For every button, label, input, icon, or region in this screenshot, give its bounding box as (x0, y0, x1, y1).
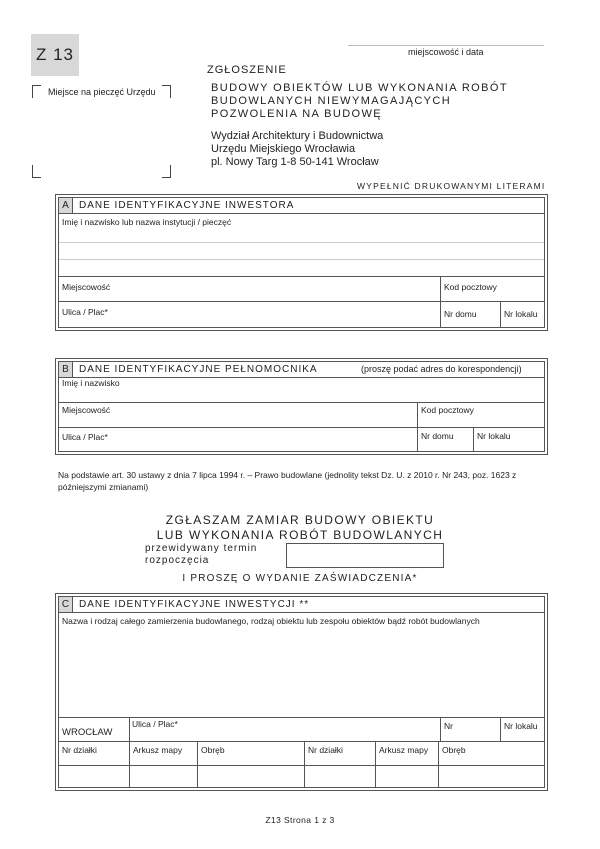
proxy-flat-label: Nr lokalu (477, 431, 511, 441)
map-sheet-field[interactable] (130, 766, 196, 787)
stamp-label: Miejsce na pieczęć Urzędu (48, 87, 156, 97)
declaration-line-2: LUB WYKONANIA ROBÓT BUDOWLANYCH (156, 528, 444, 542)
precinct-field-2[interactable] (439, 766, 544, 787)
stamp-corner (32, 165, 41, 178)
section-c-letter: C (59, 597, 73, 612)
proxy-house-label: Nr domu (421, 431, 454, 441)
print-note: WYPEŁNIĆ DRUKOWANYMI LITERAMI (357, 181, 546, 191)
investor-city-label: Miejscowość (62, 282, 111, 292)
map-sheet-field-2[interactable] (376, 766, 437, 787)
stamp-corner (162, 165, 171, 178)
section-a-letter: A (59, 198, 73, 213)
parcel-field[interactable] (59, 766, 128, 787)
investment-street-field[interactable] (130, 718, 439, 741)
form-code: Z 13 (31, 34, 79, 76)
investor-postal-field[interactable] (441, 277, 544, 301)
section-c (55, 593, 548, 791)
investment-street-label: Ulica / Plac* (132, 719, 178, 729)
date-label: miejscowość i data (408, 47, 484, 57)
investor-name-label: Imię i nazwisko lub nazwa instytucji / pieczęć (62, 217, 232, 227)
precinct-field[interactable] (198, 766, 303, 787)
investment-nr-label: Nr (444, 721, 453, 731)
proxy-name-field[interactable] (59, 378, 544, 402)
investment-desc-label: Nazwa i rodzaj całego zamierzenia budowlanego, rodzaj obiektu lub zespołu obiektów bądź robót budowlanych (62, 616, 480, 626)
investor-flat-field[interactable] (501, 302, 544, 327)
start-date-label: przewidywany termin rozpoczęcia (145, 543, 258, 566)
stamp-corner (32, 85, 41, 98)
map-sheet-label-2: Arkusz mapy (379, 745, 429, 755)
proxy-house-field[interactable] (418, 428, 472, 452)
investment-city-value: WROCŁAW (62, 727, 113, 738)
office-address: Wydział Architektury i Budownictwa Urzędu Miejskiego Wrocławia pl. Nowy Targ 1-8 50-141 Wrocław (211, 130, 384, 168)
declaration-line-1: ZGŁASZAM ZAMIAR BUDOWY OBIEKTU (165, 513, 435, 527)
investor-house-label: Nr domu (444, 309, 477, 319)
page-footer: Z13 Strona 1 z 3 (265, 815, 335, 825)
section-b-note: (proszę podać adres do korespondencji) (361, 364, 522, 374)
form-title: ZGŁOSZENIE (207, 64, 287, 76)
date-field[interactable] (348, 45, 544, 46)
section-b-letter: B (59, 362, 73, 377)
parcel-field-2[interactable] (305, 766, 374, 787)
stamp-corner (162, 85, 171, 98)
investment-nr-field[interactable] (441, 718, 499, 741)
proxy-city-label: Miejscowość (62, 405, 111, 415)
investor-postal-label: Kod pocztowy (444, 282, 497, 292)
proxy-street-label: Ulica / Plac* (62, 432, 108, 442)
proxy-street-field[interactable] (59, 428, 416, 452)
section-c-title: DANE IDENTYFIKACYJNE INWESTYCJI ** (79, 599, 310, 610)
investment-desc-field[interactable] (59, 627, 544, 717)
investor-street-label: Ulica / Plac* (62, 307, 108, 317)
investor-name-field[interactable] (59, 228, 544, 276)
investor-city-field[interactable] (59, 277, 439, 301)
section-b-title: DANE IDENTYFIKACYJNE PEŁNOMOCNIKA (79, 364, 318, 375)
proxy-postal-field[interactable] (418, 403, 544, 427)
start-date-field[interactable] (286, 543, 444, 568)
map-sheet-label: Arkusz mapy (133, 745, 183, 755)
investment-flat-label: Nr lokalu (504, 721, 538, 731)
form-subtitle: BUDOWY OBIEKTÓW LUB WYKONANIA ROBÓT BUDOWLANYCH NIEWYMAGAJĄCYCH POZWOLENIA NA BUDOWĘ (211, 82, 508, 120)
investor-flat-label: Nr lokalu (504, 309, 538, 319)
investment-flat-field[interactable] (501, 718, 544, 741)
proxy-flat-field[interactable] (474, 428, 544, 452)
section-a (55, 194, 548, 331)
certificate-request: I PROSZĘ O WYDANIE ZAŚWIADCZENIA* (182, 573, 418, 584)
legal-basis: Na podstawie art. 30 ustawy z dnia 7 lipca 1994 r. – Prawo budowlane (jednolity tekst Dz. U. z 2010 r. Nr 243, poz. 1623 z późniejszymi zmianami) (58, 470, 517, 492)
investor-house-field[interactable] (441, 302, 499, 327)
section-b (55, 358, 548, 455)
investor-street-field[interactable] (59, 302, 439, 327)
proxy-name-label: Imię i nazwisko (62, 378, 120, 388)
proxy-city-field[interactable] (59, 403, 416, 427)
parcel-label-2: Nr działki (308, 745, 343, 755)
section-a-title: DANE IDENTYFIKACYJNE INWESTORA (79, 200, 295, 211)
proxy-postal-label: Kod pocztowy (421, 405, 474, 415)
precinct-label-2: Obręb (442, 745, 466, 755)
precinct-label: Obręb (201, 745, 225, 755)
parcel-label: Nr działki (62, 745, 97, 755)
